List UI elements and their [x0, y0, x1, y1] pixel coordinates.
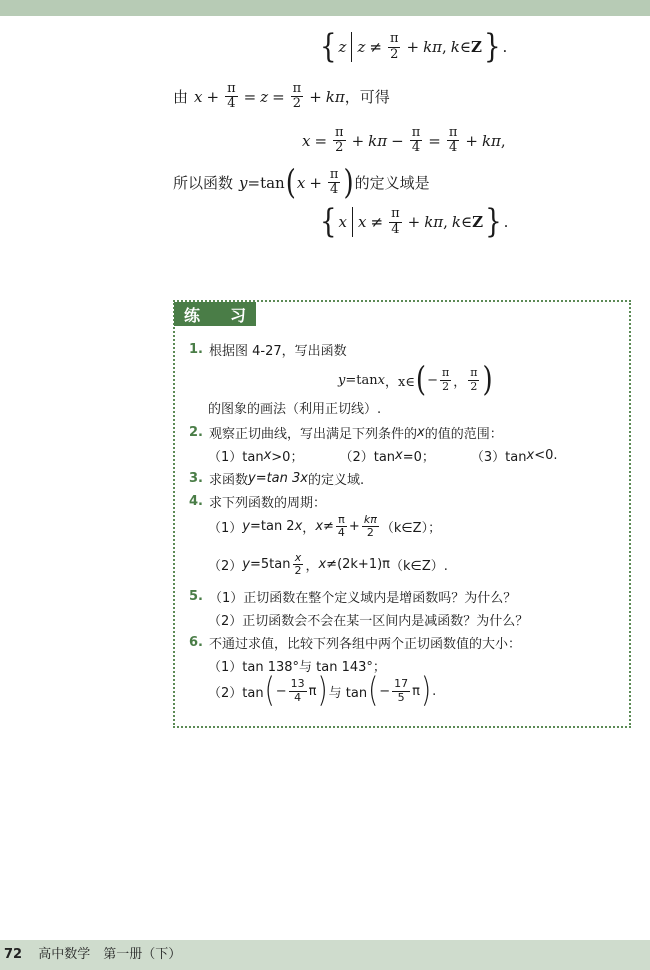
- exercise-2: 2. 观察正切曲线，写出满足下列条件的 x 的值的范围：: [189, 425, 503, 442]
- exercise-4: 4. 求下列函数的周期：: [189, 494, 326, 511]
- exercise-2-parts: （1）tan x >0； （2）tan x =0； （3）tan x <0.: [208, 448, 558, 465]
- set-z-formula: { z z ≠ $\frac{\pi}{2}$ + kπ , k ∈ Z } .: [320, 28, 508, 66]
- exercise-5-2: （2）正切函数会不会在某一区间内是减函数？为什么？: [208, 614, 529, 629]
- solve-line: x = $\frac{\pi}{2}$ + kπ − $\frac{\pi}{4}$ = $\frac{\pi}{4}$ + kπ ,: [302, 125, 506, 156]
- page-footer: [4, 943, 181, 962]
- exercise-1-formula: y =tan x ，x∈ ( − $\frac{\pi}{2}$ ， $\frac{\pi}{2}$ ): [338, 360, 493, 400]
- set-x-formula: { x x ≠ $\frac{\pi}{4}$ + kπ , k ∈ Z } .: [320, 203, 509, 241]
- exercise-1-tail: 的图象的画法（利用正切线）.: [208, 402, 382, 417]
- exercise-6-1: （1）tan 138°与 tan 143°；: [208, 660, 386, 675]
- exercise-4-1: （1） y =tan 2 x ， x ≠ $\frac{\pi}{4}$ + $\frac{k\pi}{2}$ （k∈Z）；: [208, 513, 442, 540]
- exercise-5: 5. （1）正切函数在整个定义域内是增函数吗？为什么？: [189, 589, 517, 606]
- page-number: 72: [4, 947, 23, 962]
- exercise-6-2: （2）tan ( − $\frac{13}{4}$ π ) 与 tan ( − $\frac{17}{5}$ π ) .: [208, 671, 437, 711]
- exercise-1: 1. 根据图 4-27，写出函数: [189, 342, 347, 359]
- exercise-6: 6. 不通过求值，比较下列各组中两个正切函数值的大小：: [189, 635, 521, 652]
- book-title: 高中数学 第一册（下）: [38, 947, 182, 962]
- exercise-4-2: （2） y =5tan $\frac{x}{2}$ ， x ≠(2k+1)π （k∈Z）.: [208, 551, 448, 578]
- domain-intro-line: 所以函数 y =tan ( x + $\frac{\pi}{4}$ ) 的定义域是: [173, 163, 430, 203]
- exercise-title: 练 习: [174, 302, 256, 326]
- top-band: [0, 0, 650, 16]
- derive-line: 由 x + $\frac{\pi}{4}$ = z = $\frac{\pi}{2}$ + kπ ，可得: [173, 81, 390, 112]
- exercise-3: 3. 求函数 y=tan 3x 的定义域.: [189, 471, 365, 488]
